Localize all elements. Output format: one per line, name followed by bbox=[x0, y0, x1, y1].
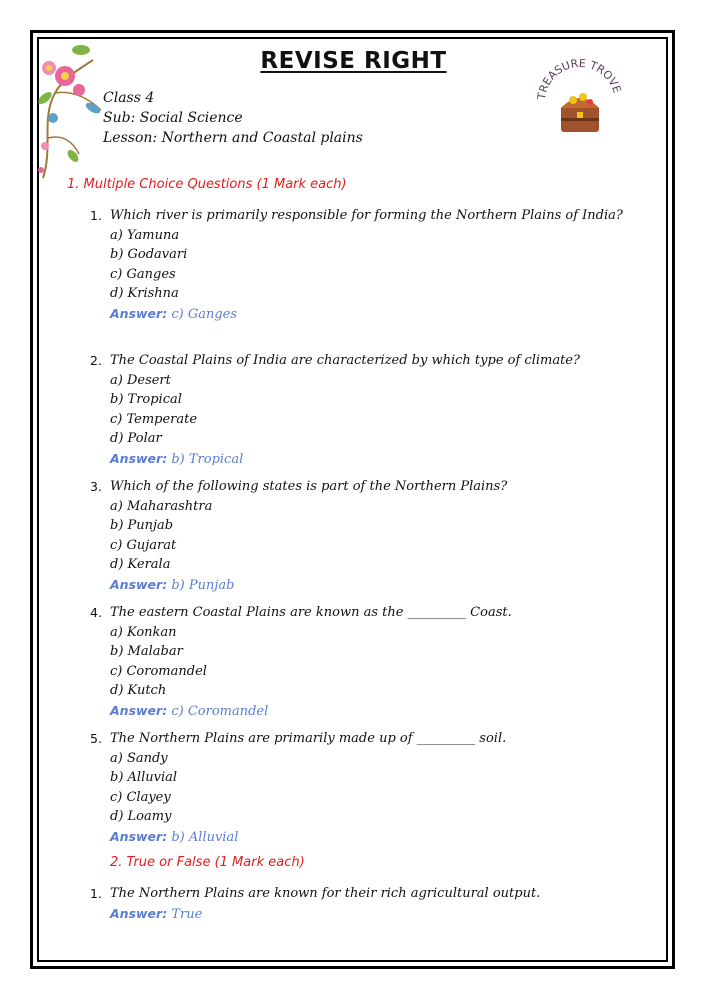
lesson-line: Lesson: Northern and Coastal plains bbox=[103, 130, 363, 146]
section-heading-true-false: 2. True or False (1 Mark each) bbox=[110, 855, 305, 870]
question-number: 3. bbox=[90, 479, 102, 494]
answer-line bbox=[110, 904, 650, 925]
option: b) Punjab bbox=[110, 518, 174, 533]
option: a) Yamuna bbox=[110, 227, 180, 243]
question-number: 1. bbox=[90, 208, 102, 223]
answer-line bbox=[110, 701, 650, 722]
question-number: 2. bbox=[90, 353, 102, 368]
class-line: Class 4 bbox=[103, 90, 155, 106]
option: c) Gujarat bbox=[110, 537, 177, 553]
option: b) Malabar bbox=[110, 644, 183, 659]
question-text: Which river is primarily responsible for forming the Northern Plains of India? bbox=[110, 208, 623, 223]
answer-value: b) Alluvial bbox=[171, 829, 239, 845]
answer-line bbox=[110, 304, 650, 325]
answer-line bbox=[110, 575, 650, 596]
mcq-question bbox=[90, 206, 650, 324]
answer-label: Answer: bbox=[110, 576, 168, 592]
logo-text: TREASURE TROVE bbox=[535, 56, 624, 101]
question-text: The Coastal Plains of India are characterized by which type of climate? bbox=[110, 353, 580, 368]
treasure-chest-icon bbox=[561, 93, 599, 132]
question-number: 5. bbox=[90, 731, 102, 746]
question-text: The eastern Coastal Plains are known as the _________ Coast. bbox=[110, 605, 512, 620]
option: b) Tropical bbox=[110, 392, 182, 407]
option: b) Godavari bbox=[110, 247, 188, 262]
mcq-question bbox=[90, 477, 650, 595]
answer-label: Answer: bbox=[110, 450, 168, 466]
option: c) Clayey bbox=[110, 789, 171, 805]
option: c) Coromandel bbox=[110, 663, 207, 679]
option: c) Ganges bbox=[110, 266, 176, 282]
question-text: Which of the following states is part of the Northern Plains? bbox=[110, 479, 508, 494]
page-title: REVISE RIGHT bbox=[260, 48, 447, 74]
answer-line bbox=[110, 827, 650, 848]
mcq-question bbox=[90, 351, 650, 469]
answer-value: b) Tropical bbox=[171, 451, 244, 467]
question-number: 1. bbox=[90, 886, 102, 901]
option: d) Krishna bbox=[110, 286, 179, 301]
section-heading-mcq: 1. Multiple Choice Questions (1 Mark each) bbox=[67, 177, 347, 192]
option: d) Kutch bbox=[110, 683, 167, 698]
option: a) Maharashtra bbox=[110, 498, 213, 514]
answer-label: Answer: bbox=[110, 305, 168, 321]
option: a) Sandy bbox=[110, 750, 168, 766]
answer-value: c) Coromandel bbox=[171, 703, 269, 719]
answer-value: b) Punjab bbox=[171, 577, 235, 593]
question-text: The Northern Plains are known for their rich agricultural output. bbox=[110, 886, 541, 901]
question-number: 4. bbox=[90, 605, 102, 620]
option: a) Desert bbox=[110, 372, 171, 388]
mcq-question bbox=[90, 603, 650, 721]
answer-value: True bbox=[171, 906, 203, 922]
option: c) Temperate bbox=[110, 411, 198, 427]
mcq-question bbox=[90, 729, 650, 847]
true-false-question bbox=[90, 884, 650, 924]
option: d) Loamy bbox=[110, 809, 172, 824]
question-text: The Northern Plains are primarily made up of _________ soil. bbox=[110, 731, 507, 746]
option: d) Polar bbox=[110, 431, 162, 446]
option: a) Konkan bbox=[110, 624, 177, 640]
answer-label: Answer: bbox=[110, 828, 168, 844]
answer-label: Answer: bbox=[110, 905, 168, 921]
option: b) Alluvial bbox=[110, 770, 178, 785]
option: d) Kerala bbox=[110, 557, 171, 572]
worksheet-meta bbox=[103, 88, 363, 148]
subject-line: Sub: Social Science bbox=[103, 110, 243, 126]
answer-label: Answer: bbox=[110, 702, 168, 718]
answer-value: c) Ganges bbox=[171, 306, 238, 322]
answer-line bbox=[110, 449, 650, 470]
